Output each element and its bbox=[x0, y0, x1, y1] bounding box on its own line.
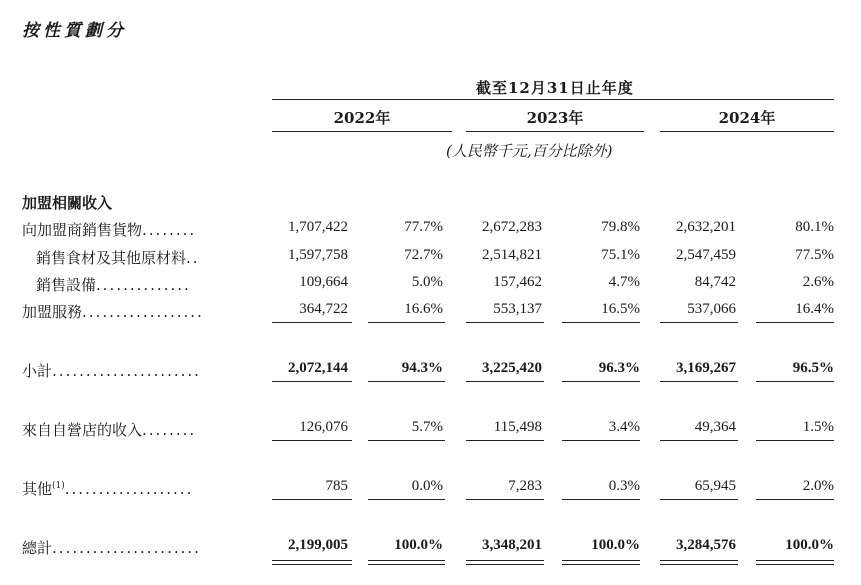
cell: 3,169,267 bbox=[676, 360, 736, 376]
year-2024-rule bbox=[660, 131, 834, 132]
cell: 16.6% bbox=[404, 301, 443, 317]
subtotal-rule bbox=[756, 322, 834, 323]
subtotal-rule bbox=[272, 381, 352, 382]
cell: 157,462 bbox=[493, 274, 542, 290]
year-2022-header: 2022年 bbox=[333, 109, 391, 127]
cell: 75.1% bbox=[601, 247, 640, 263]
cell: 96.5% bbox=[792, 360, 834, 376]
cell: 3,284,576 bbox=[676, 537, 736, 553]
cell: 0.0% bbox=[411, 478, 443, 494]
cell: 5.7% bbox=[411, 419, 443, 435]
cell: 0.3% bbox=[608, 478, 640, 494]
row-label-food-materials: 銷售食材及其他原材料.. bbox=[36, 249, 200, 267]
subtotal-rule bbox=[272, 322, 352, 323]
total-double-rule bbox=[660, 560, 738, 565]
row-rule bbox=[272, 499, 352, 500]
row-label-others: 其他$^{(1)}$................... bbox=[22, 480, 194, 498]
cell: 1,707,422 bbox=[288, 219, 348, 235]
cell: 2,072,144 bbox=[288, 360, 348, 376]
cell: 3.4% bbox=[608, 419, 640, 435]
year-2023-header: 2023年 bbox=[526, 109, 584, 127]
subtotal-rule bbox=[466, 381, 544, 382]
cell: 16.4% bbox=[795, 301, 834, 317]
subtotal-rule bbox=[756, 381, 834, 382]
row-label-franchise-group: 加盟相關收入 bbox=[22, 194, 113, 212]
row-rule bbox=[466, 440, 544, 441]
subtotal-rule bbox=[562, 381, 640, 382]
cell: 2,632,201 bbox=[676, 219, 736, 235]
row-rule bbox=[756, 440, 834, 441]
total-double-rule bbox=[756, 560, 834, 565]
cell: 77.5% bbox=[795, 247, 834, 263]
row-label-self-operated: 來自自營店的收入........ bbox=[22, 421, 197, 439]
cell: 785 bbox=[325, 478, 348, 494]
cell: 79.8% bbox=[601, 219, 640, 235]
subtotal-rule bbox=[660, 322, 738, 323]
row-rule bbox=[272, 440, 352, 441]
period-header-rule bbox=[272, 99, 834, 100]
cell: 94.3% bbox=[401, 360, 443, 376]
cell: 3,348,201 bbox=[482, 537, 542, 553]
cell: 2,199,005 bbox=[288, 537, 348, 553]
subtotal-rule bbox=[562, 322, 640, 323]
year-2024-header: 2024年 bbox=[718, 109, 776, 127]
cell: 115,498 bbox=[493, 419, 542, 435]
period-header: 截至12月31日止年度 bbox=[476, 79, 634, 97]
total-double-rule bbox=[466, 560, 544, 565]
cell: 2.6% bbox=[802, 274, 834, 290]
cell: 7,283 bbox=[508, 478, 542, 494]
row-label-total: 總計...................... bbox=[22, 539, 201, 557]
cell: 84,742 bbox=[694, 274, 736, 290]
row-label-franchise-services: 加盟服務.................. bbox=[22, 303, 204, 321]
cell: 109,664 bbox=[299, 274, 348, 290]
row-rule bbox=[466, 499, 544, 500]
row-rule bbox=[368, 440, 445, 441]
cell: 65,945 bbox=[694, 478, 736, 494]
subtotal-rule bbox=[368, 381, 445, 382]
cell: 2,672,283 bbox=[482, 219, 542, 235]
subtotal-rule bbox=[466, 322, 544, 323]
cell: 100.0% bbox=[591, 537, 640, 553]
cell: 5.0% bbox=[411, 274, 443, 290]
cell: 96.3% bbox=[598, 360, 640, 376]
cell: 2,514,821 bbox=[482, 247, 542, 263]
cell: 80.1% bbox=[795, 219, 834, 235]
total-double-rule bbox=[368, 560, 445, 565]
cell: 1.5% bbox=[802, 419, 834, 435]
cell: 537,066 bbox=[687, 301, 736, 317]
cell: 100.0% bbox=[785, 537, 834, 553]
cell: 49,364 bbox=[694, 419, 736, 435]
cell: 553,137 bbox=[493, 301, 542, 317]
cell: 126,076 bbox=[299, 419, 348, 435]
cell: 2,547,459 bbox=[676, 247, 736, 263]
row-rule bbox=[562, 499, 640, 500]
cell: 2.0% bbox=[802, 478, 834, 494]
row-rule bbox=[756, 499, 834, 500]
cell: 1,597,758 bbox=[288, 247, 348, 263]
cell: 72.7% bbox=[404, 247, 443, 263]
subtotal-rule bbox=[660, 381, 738, 382]
row-rule bbox=[660, 440, 738, 441]
cell: 16.5% bbox=[601, 301, 640, 317]
year-2023-rule bbox=[466, 131, 644, 132]
footnote-marker: (1) bbox=[52, 481, 65, 491]
cell: 3,225,420 bbox=[482, 360, 542, 376]
cell: 4.7% bbox=[608, 274, 640, 290]
total-double-rule bbox=[272, 560, 352, 565]
year-2022-rule bbox=[272, 131, 452, 132]
cell: 100.0% bbox=[394, 537, 443, 553]
row-label-goods-to-franchisees: 向加盟商銷售貨物........ bbox=[22, 221, 197, 239]
total-double-rule bbox=[562, 560, 640, 565]
row-label-subtotal: 小計...................... bbox=[22, 362, 201, 380]
unit-note: (人民幣千元,百分比除外) bbox=[446, 142, 613, 160]
subtotal-rule bbox=[368, 322, 445, 323]
cell: 77.7% bbox=[404, 219, 443, 235]
row-rule bbox=[660, 499, 738, 500]
row-rule bbox=[562, 440, 640, 441]
row-rule bbox=[368, 499, 445, 500]
row-label-equipment: 銷售設備.............. bbox=[36, 276, 191, 294]
section-title: 按性質劃分 bbox=[22, 21, 127, 41]
cell: 364,722 bbox=[299, 301, 348, 317]
